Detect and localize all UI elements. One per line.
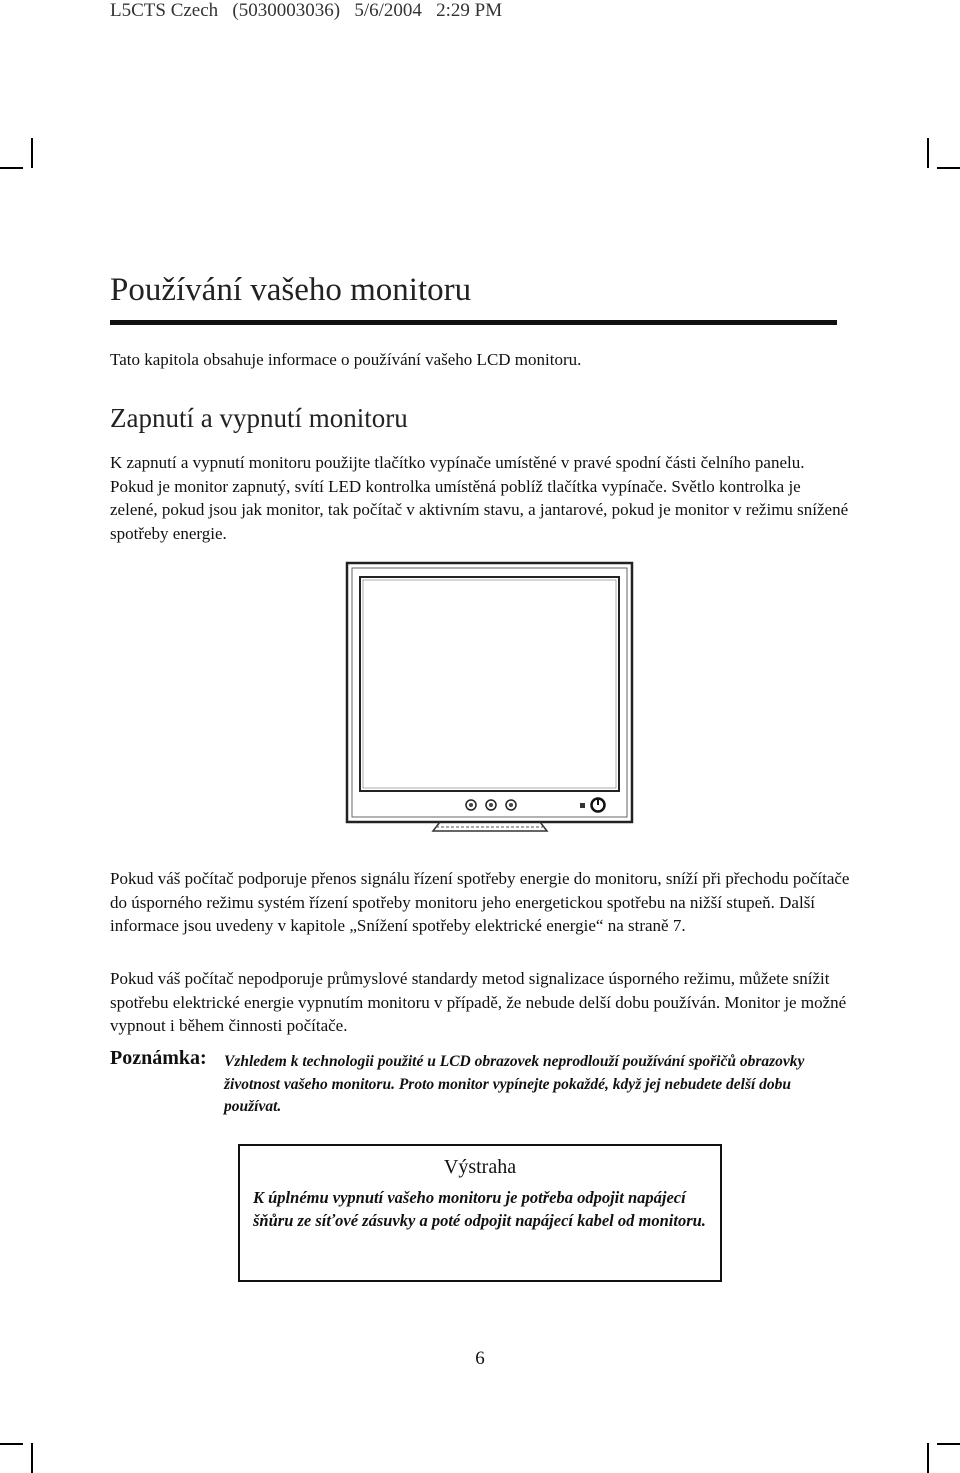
crop-mark-top-right-vertical — [927, 138, 929, 168]
section-paragraph: K zapnutí a vypnutí monitoru použijte tlačítko vypínače umístěné v pravé spodní části čelního panelu. Pokud je monitor zapnutý, svítí LED kontrolka umístěná poblíž tlačítka vypínače. Světlo kontrolka je zelené, pokud jsou jak monitor, tak počítač v aktivním stavu, a jantarové, pokud je monitor v režimu snížené spotřeby energie. — [110, 453, 849, 543]
paragraph-power-management: Pokud váš počítač podporuje přenos signálu řízení spotřeby energie do monitoru, sníží při přechodu počítače do úsporného režimu systém řízení spotřeby monitoru jeho energetickou spotřebu na nižší stupeň. Další informace jsou uvedeny v kapitole „Snížení spotřeby elektrické energie“ na straně 7. — [110, 869, 850, 935]
paragraph-manual-off: Pokud váš počítač nepodporuje průmyslové standardy metod signalizace úsporného režimu, můžete snížit spotřebu elektrické energie vypnutím monitoru v případě, že nebude delší dobu používán. Monitor je možné vypnout i během činnosti počítače. — [110, 969, 847, 1035]
monitor-bezel-inner — [352, 568, 627, 817]
page-header: L5CTS Czech (5030003036) 5/6/2004 2:29 PM — [110, 0, 503, 21]
title-rule — [110, 320, 837, 325]
note-text: Vzhledem k technologii použité u LCD obrazovek neprodlouží používání spořičů obrazovky životnost vašeho monitoru. Proto monitor vypínejte pokaždé, když jej nebudete delší dobu používat. — [224, 1053, 805, 1115]
warning-text: K úplnému vypnutí vašeho monitoru je potřeba odpojit napájecí šňůru ze síťové zásuvky a poté odpojit napájecí kabel od monitoru. — [253, 1188, 706, 1230]
crop-mark-bottom-left — [0, 1443, 23, 1445]
crop-mark-bottom-left-vertical — [31, 1443, 33, 1473]
crop-mark-bottom-right-vertical — [927, 1443, 929, 1473]
monitor-bezel-outer — [347, 563, 632, 822]
page-number: 6 — [475, 1348, 485, 1369]
section-heading: Zapnutí a vypnutí monitoru — [110, 403, 408, 433]
crop-mark-top-right — [937, 167, 960, 169]
warning-title: Výstraha — [443, 1156, 517, 1178]
monitor-stand — [433, 822, 547, 831]
intro-text: Tato kapitola obsahuje informace o používání vašeho LCD monitoru. — [110, 350, 582, 369]
monitor-screen — [360, 577, 619, 791]
note-label: Poznámka: — [110, 1047, 207, 1069]
monitor-illustration — [340, 560, 640, 840]
led-indicator — [580, 803, 585, 808]
page-title: Používání vašeho monitoru — [110, 272, 472, 308]
crop-mark-top-left — [0, 167, 23, 169]
warning-box — [238, 1144, 722, 1282]
crop-mark-top-left-vertical — [31, 138, 33, 168]
crop-mark-bottom-right — [937, 1443, 960, 1445]
